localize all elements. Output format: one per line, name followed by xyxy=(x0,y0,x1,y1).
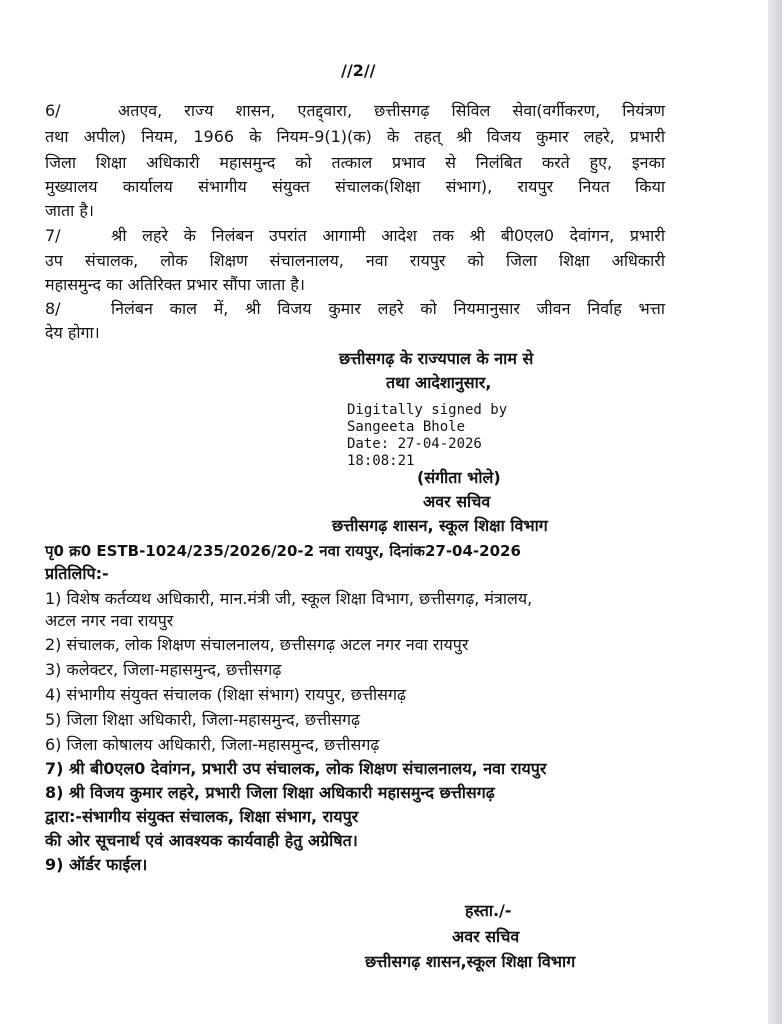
copy-heading: प्रतिलिपि:- xyxy=(45,564,109,583)
copy-item-1-continued: अटल नगर नवा रायपुर xyxy=(45,611,174,630)
copy-item-7: 7) श्री बी0एल0 देवांगन, प्रभारी उप संचालक, लोक शिक्षण संचालनालय, नवा रायपुर xyxy=(45,759,547,778)
digital-signature-line-2: Sangeeta Bhole xyxy=(347,419,466,435)
copy-item-4: 4) संभागीय संयुक्त संचालक (शिक्षा संभाग) रायपुर, छत्तीसगढ़ xyxy=(45,685,406,704)
signatory-name: (संगीता भोले) xyxy=(417,468,501,487)
paragraph-7-line-2: उप संचालक, लोक शिक्षण संचालनालय, नवा रायपुर को जिला शिक्षा अधिकारी xyxy=(45,251,665,270)
copy-item-9: 9) ऑर्डर फाईल। xyxy=(45,855,148,874)
copy-item-5: 5) जिला शिक्षा अधिकारी, जिला-महासमुन्द, छत्तीसगढ़ xyxy=(45,710,361,729)
order-line-1: छत्तीसगढ़ के राज्यपाल के नाम से xyxy=(339,349,534,368)
footer-signed: हस्ता./- xyxy=(465,901,512,920)
paragraph-6-number: 6/ xyxy=(45,101,61,120)
signatory-department: छत्तीसगढ़ शासन, स्कूल शिक्षा विभाग xyxy=(332,516,548,535)
copy-item-8: 8) श्री विजय कुमार लहरे, प्रभारी जिला शिक्षा अधिकारी महासमुन्द छत्तीसगढ़ xyxy=(45,783,495,802)
signatory-designation: अवर सचिव xyxy=(423,492,491,511)
copy-through-line: द्वारा:-संभागीय संयुक्त संचालक, शिक्षा संभाग, रायपुर xyxy=(45,807,359,826)
paragraph-6-line-1: अतएव, राज्य शासन, एतद्द्वारा, छत्तीसगढ़ सिविल सेवा(वर्गीकरण, नियंत्रण xyxy=(118,101,665,120)
paragraph-8-number: 8/ xyxy=(45,299,61,318)
paragraph-6-line-4: मुख्यालय कार्यालय संभागीय संयुक्त संचालक(शिक्षा संभाग), रायपुर नियत किया xyxy=(45,177,665,196)
digital-signature-line-1: Digitally signed by xyxy=(347,402,508,418)
digital-signature-line-4: 18:08:21 xyxy=(347,453,415,469)
paragraph-8-line-2: देय होगा। xyxy=(45,323,100,342)
copy-item-6: 6) जिला कोषालय अधिकारी, जिला-महासमुन्द, छत्तीसगढ़ xyxy=(45,735,380,754)
reference-line: पृ0 क्र0 ESTB-1024/235/2026/20-2 नवा रायपुर, दिनांक27-04-2026 xyxy=(45,542,521,560)
copy-forward-line: की ओर सूचनार्थ एवं आवश्यक कार्यवाही हेतु अग्रेषित। xyxy=(45,831,358,850)
footer-designation: अवर सचिव xyxy=(452,927,520,946)
copy-item-2: 2) संचालक, लोक शिक्षण संचालनालय, छत्तीसगढ़ अटल नगर नवा रायपुर xyxy=(45,635,469,654)
paragraph-8-line-1: निलंबन काल में, श्री विजय कुमार लहरे को नियमानुसार जीवन निर्वाह भत्ता xyxy=(111,299,665,318)
paragraph-6-line-5: जाता है। xyxy=(45,201,94,220)
footer-department: छत्तीसगढ़ शासन,स्कूल शिक्षा विभाग xyxy=(365,952,576,971)
paragraph-6-line-3: जिला शिक्षा अधिकारी महासमुन्द को तत्काल प्रभाव से निलंबित करते हुए, इनका xyxy=(45,153,665,172)
paragraph-7-line-3: महासमुन्द का अतिरिक्त प्रभार सौंपा जाता है। xyxy=(45,275,305,294)
copy-item-3: 3) कलेक्टर, जिला-महासमुन्द, छत्तीसगढ़ xyxy=(45,660,282,679)
page-number-marker: //2// xyxy=(341,61,376,80)
copy-item-1: 1) विशेष कर्तव्यथ अधिकारी, मान.मंत्री जी, स्कूल शिक्षा विभाग, छत्तीसगढ़, मंत्रालय, xyxy=(45,589,533,608)
paragraph-6-line-2: तथा अपील) नियम, 1966 के नियम-9(1)(क) के तहत् श्री विजय कुमार लहरे, प्रभारी xyxy=(45,127,665,146)
digital-signature-line-3: Date: 27-04-2026 xyxy=(347,436,482,452)
paragraph-7-line-1: श्री लहरे के निलंबन उपरांत आगामी आदेश तक श्री बी0एल0 देवांगन, प्रभारी xyxy=(111,226,665,245)
order-line-2: तथा आदेशानुसार, xyxy=(386,373,492,392)
page-edge-shadow xyxy=(768,0,782,1024)
paragraph-7-number: 7/ xyxy=(45,226,61,245)
